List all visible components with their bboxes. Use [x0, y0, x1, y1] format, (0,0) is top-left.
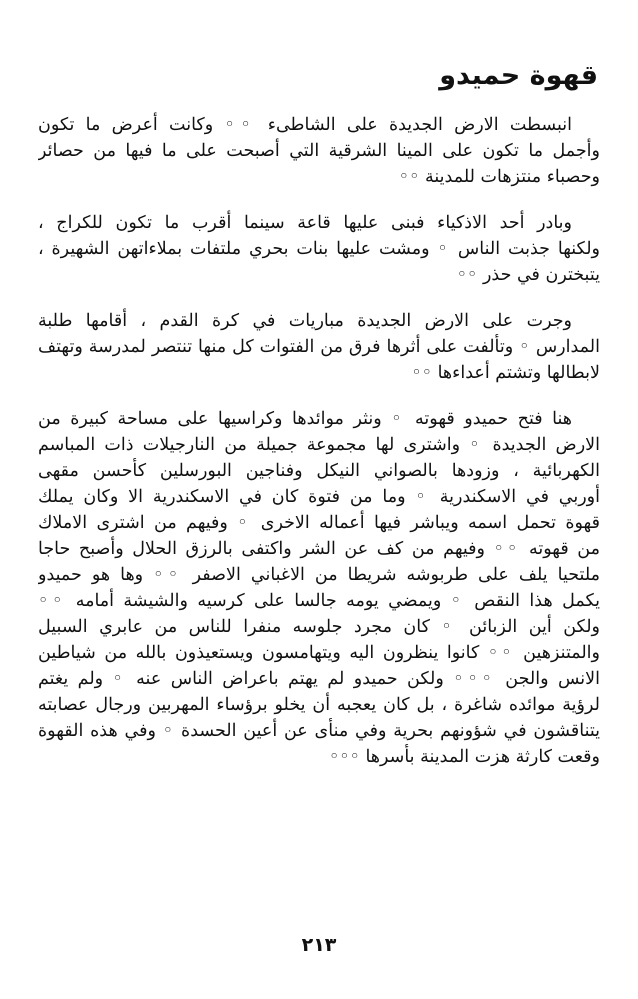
- paragraph: [38, 406, 600, 770]
- text-line: وأجمل ما تكون على المينا الشرقية التي أصبحت على ما فيها من حصائر: [38, 141, 600, 161]
- text-line: يتبخترن في حذر ◦◦: [456, 265, 600, 285]
- text-line: وحصباء منتزهات للمدينة ◦◦: [398, 167, 600, 187]
- text-line: الكهربائية ، وزودها بالصواني النيكل وفناجين البورسلين كأحسن مقهى: [38, 461, 600, 481]
- chapter-title: قهوة حميدو: [439, 60, 598, 91]
- text-line: ولكنها جذبت الناس ◦ ومشت عليها بنات بحري ملتفات بملاءاتهن الشهيرة ،: [38, 239, 600, 259]
- text-line: انبسطت الارض الجديدة على الشاطىء ◦◦ وكانت أعرض ما تكون: [38, 115, 572, 135]
- text-line: وبادر أحد الاذكياء فبنى عليها قاعة سينما أقرب ما تكون للكراج ،: [38, 213, 572, 233]
- text-line: يتناقشون في شؤونهم بحرية وفي منأى عن أعين الحسدة ◦ وفي هذه القهوة: [38, 721, 600, 741]
- text-line: والمتنزهين ◦◦ كانوا ينظرون اليه ويتهامسون ويستعيذون بالله من شياطين: [38, 643, 600, 663]
- text-line: وجرت على الارض الجديدة مباريات في كرة القدم ، أقامها طلبة: [38, 311, 572, 331]
- text-line: وقعت كارثة هزت المدينة بأسرها ◦◦◦: [328, 747, 600, 767]
- body-text: [38, 112, 600, 790]
- text-line: قهوة تحمل اسمه ويباشر فيها أعماله الاخرى ◦ وفيهم من اشترى الاملاك: [38, 513, 600, 533]
- page-number: ٢١٣: [301, 934, 337, 956]
- paragraph: [38, 308, 600, 386]
- text-line: لرؤية موائده شاغرة ، بل كان يعجبه أن يخلو برؤساء المهربين ورجال عصابته: [38, 695, 600, 715]
- text-line: يكمل هذا النقص ◦ ويمضي يومه جالسا على كرسيه والشيشة أمامه ◦◦: [38, 591, 600, 611]
- paragraph: [38, 210, 600, 288]
- text-line: أوربي في الاسكندرية ◦ وما من فتوة كان في الاسكندرية الا وكان يملك: [38, 487, 600, 507]
- text-line: هنا فتح حميدو قهوته ◦ ونثر موائدها وكراسيها على مساحة كبيرة من: [38, 409, 572, 429]
- text-line: الانس والجن ◦◦◦ ولكن حميدو لم يهتم باعراض الناس عنه ◦ ولم يغتم: [38, 669, 600, 689]
- text-line: الارض الجديدة ◦ واشترى لها مجموعة جميلة من النارجيلات ذات المباسم: [38, 435, 600, 455]
- text-line: من قهوته ◦◦ وفيهم من كف عن الشر واكتفى بالرزق الحلال وأصبح حاجا: [38, 539, 600, 559]
- paragraph: [38, 112, 600, 190]
- text-line: ملتحيا يلف على طربوشه شريطا من الاغباني الاصفر ◦◦ وها هو حميدو: [38, 565, 600, 585]
- text-line: ولكن أين الزبائن ◦ كان مجرد جلوسه منفرا للناس من عابري السبيل: [38, 617, 600, 637]
- text-line: لابطالها وتشتم أعداءها ◦◦: [411, 363, 600, 383]
- text-line: المدارس ◦ وتألفت على أثرها فرق من الفتوات كل منها تنتصر لمدرسة وتهتف: [38, 337, 600, 357]
